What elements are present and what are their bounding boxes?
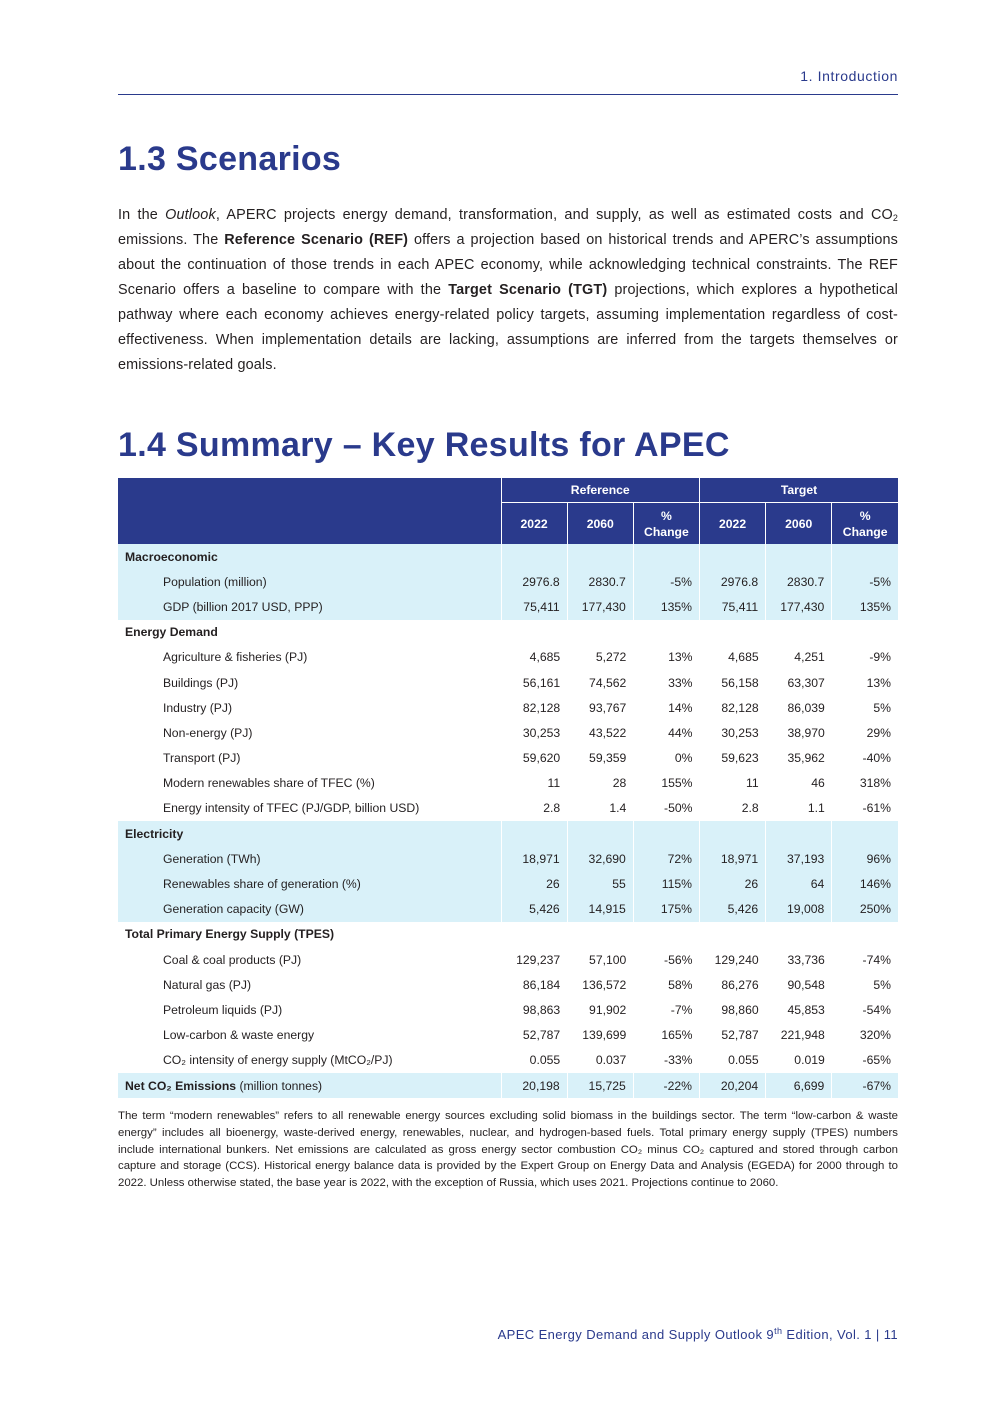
empty-cell <box>832 922 898 947</box>
cell-ref-pct: 58% <box>668 977 693 992</box>
cell-tgt-2022: 2976.8 <box>699 569 765 594</box>
section-heading-key-results: 1.4 Summary – Key Results for APEC <box>118 426 730 464</box>
table-row <box>118 897 898 922</box>
key-results-table <box>118 478 898 1098</box>
intro-text-5: projections, which explores a hypothetical pathway where each economy achieves energy-related policy targets, assuming implementation regardless of cost-effectiveness. When implementation details are lacking, assumptions are inferred from the targets themselves or emissions-related goals. <box>118 282 898 373</box>
cell-ref-2022: 82,128 <box>522 700 561 715</box>
cell-ref-pct: -33% <box>664 1053 693 1068</box>
header-blank-cell <box>118 478 501 544</box>
table-row <box>118 1023 898 1048</box>
cell-tgt-pct: 5% <box>873 700 891 715</box>
cell-ref-2022: 75,411 <box>501 594 567 619</box>
cell-tgt-2060: 1.1 <box>807 801 825 816</box>
cell-ref-2022: 4,685 <box>529 650 561 665</box>
cell-tgt-2022: 129,240 <box>714 952 759 967</box>
table-row <box>118 871 898 896</box>
cell-tgt-pct: 250% <box>832 897 898 922</box>
cell-tgt-pct: -40% <box>862 751 891 766</box>
cell-tgt-pct: -5% <box>832 569 898 594</box>
table-row <box>118 997 898 1022</box>
cell-ref-pct: -22% <box>633 1073 699 1098</box>
table-row <box>118 771 898 796</box>
row-label: Natural gas (PJ) <box>163 977 252 992</box>
table-row <box>118 846 898 871</box>
intro-co2-subscript: 2 <box>892 213 898 223</box>
cell-tgt-pct: 96% <box>832 846 898 871</box>
cell-ref-2060: 0.037 <box>595 1053 627 1068</box>
header-target: Target <box>699 478 898 503</box>
cell-ref-2022: 86,184 <box>522 977 561 992</box>
header-ref-2022: 2022 <box>501 503 567 545</box>
empty-cell <box>501 922 567 947</box>
cell-tgt-2060: 90,548 <box>787 977 825 992</box>
cell-ref-2022: 5,426 <box>501 897 567 922</box>
cell-tgt-2022: 98,860 <box>721 1002 759 1017</box>
empty-cell <box>766 544 832 569</box>
header-change-word: Change <box>842 524 888 539</box>
empty-cell <box>567 620 633 645</box>
cell-ref-2022: 11 <box>547 776 561 791</box>
table-row <box>118 796 898 821</box>
header-tgt-2060: 2060 <box>766 503 832 545</box>
cell-tgt-pct: -74% <box>862 952 891 967</box>
row-label: Generation (TWh) <box>118 846 501 871</box>
header-pct-symbol: % <box>859 508 871 523</box>
header-ref-pct-change <box>633 503 699 545</box>
cell-ref-2022: 129,237 <box>516 952 561 967</box>
row-label: Buildings (PJ) <box>163 675 239 690</box>
intro-bold-reference: Reference Scenario (REF) <box>224 232 409 248</box>
cell-tgt-2022: 20,204 <box>699 1073 765 1098</box>
cell-tgt-2060: 4,251 <box>794 650 825 665</box>
cell-tgt-2022: 56,158 <box>721 675 759 690</box>
cell-tgt-2022: 11 <box>745 776 759 791</box>
section-title: Total Primary Energy Supply (TPES) <box>125 927 335 942</box>
cell-tgt-2060: 2830.7 <box>766 569 832 594</box>
cell-ref-pct: -50% <box>664 801 693 816</box>
cell-ref-2060: 93,767 <box>589 700 627 715</box>
row-label: Non-energy (PJ) <box>163 725 253 740</box>
cell-tgt-2060: 38,970 <box>787 725 825 740</box>
row-label: Modern renewables share of TFEC (%) <box>163 776 375 791</box>
cell-tgt-pct: 135% <box>832 594 898 619</box>
row-label: Generation capacity (GW) <box>118 897 501 922</box>
net-emissions-label <box>118 1073 501 1098</box>
cell-ref-2060: 136,572 <box>582 977 627 992</box>
cell-tgt-2022: 5,426 <box>699 897 765 922</box>
row-label: Petroleum liquids (PJ) <box>163 1002 283 1017</box>
cell-tgt-2022: 52,787 <box>721 1028 759 1043</box>
cell-tgt-pct: 13% <box>866 675 891 690</box>
cell-ref-pct: 175% <box>633 897 699 922</box>
row-label: Agriculture & fisheries (PJ) <box>163 650 308 665</box>
intro-bold-target: Target Scenario (TGT) <box>448 282 608 298</box>
intro-italic-outlook: Outlook <box>165 207 216 223</box>
section-row <box>118 544 898 569</box>
cell-ref-pct: 135% <box>633 594 699 619</box>
table-row <box>118 569 898 594</box>
cell-ref-2060: 177,430 <box>567 594 633 619</box>
cell-ref-2060: 43,522 <box>589 725 627 740</box>
empty-cell <box>766 620 832 645</box>
row-label: Coal & coal products (PJ) <box>163 952 302 967</box>
cell-tgt-pct: 318% <box>859 776 891 791</box>
section-title: Energy Demand <box>125 625 218 640</box>
cell-tgt-2060: 0.019 <box>794 1053 825 1068</box>
cell-tgt-2022: 86,276 <box>721 977 759 992</box>
cell-tgt-2022: 30,253 <box>721 725 759 740</box>
scenarios-paragraph <box>118 203 898 378</box>
cell-ref-pct: -5% <box>633 569 699 594</box>
net-emissions-label-unit: (million tonnes) <box>236 1078 323 1093</box>
cell-tgt-2060: 37,193 <box>766 846 832 871</box>
table-body <box>118 544 898 1098</box>
cell-ref-2060: 28 <box>612 776 627 791</box>
row-label: Renewables share of generation (%) <box>118 871 501 896</box>
cell-ref-2022: 56,161 <box>522 675 561 690</box>
cell-tgt-pct: 5% <box>873 977 891 992</box>
header-pct-symbol: % <box>660 508 672 523</box>
cell-tgt-2022: 0.055 <box>728 1053 759 1068</box>
cell-tgt-pct: -61% <box>862 801 891 816</box>
table-row <box>118 972 898 997</box>
cell-ref-pct: 33% <box>668 675 693 690</box>
footer-volume-page: Edition, Vol. 1 | 11 <box>782 1327 898 1342</box>
cell-ref-2060: 91,902 <box>589 1002 627 1017</box>
cell-tgt-2022: 59,623 <box>721 751 759 766</box>
cell-ref-2060: 74,562 <box>589 675 627 690</box>
cell-ref-pct: -7% <box>670 1002 693 1017</box>
table-row <box>118 645 898 670</box>
row-label: Transport (PJ) <box>163 751 241 766</box>
cell-ref-2022: 30,253 <box>522 725 561 740</box>
row-label: GDP (billion 2017 USD, PPP) <box>118 594 501 619</box>
cell-tgt-2060: 6,699 <box>766 1073 832 1098</box>
cell-ref-2060: 15,725 <box>567 1073 633 1098</box>
table-row <box>118 746 898 771</box>
section-heading-scenarios: 1.3 Scenarios <box>118 140 342 178</box>
cell-ref-2060: 55 <box>567 871 633 896</box>
cell-ref-2022: 2976.8 <box>501 569 567 594</box>
row-label: Low-carbon & waste energy <box>163 1028 315 1043</box>
cell-tgt-2022: 2.8 <box>741 801 759 816</box>
cell-tgt-pct: 146% <box>832 871 898 896</box>
intro-text-3: emissions. The <box>118 232 225 248</box>
row-label: Industry (PJ) <box>163 700 233 715</box>
cell-ref-2022: 26 <box>501 871 567 896</box>
table-row <box>118 1048 898 1073</box>
empty-cell <box>766 922 832 947</box>
footer-superscript: th <box>774 1326 783 1336</box>
empty-cell <box>832 544 898 569</box>
cell-ref-2060: 32,690 <box>567 846 633 871</box>
table-footnote: The term “modern renewables” refers to all renewable energy sources excluding solid biomass in the buildings sector. The term “low-carbon & waste energy” includes all bioenergy, waste-derived energy, renewables, nuclear, and hydrogen-based fuels. Total primary energy supply (TPES) numbers include international bunkers. Net emissions are calculated as gross energy sector combustion CO₂ minus CO₂ captured and stored through carbon capture and storage (CCS). Historical energy balance data is provided by the Expert Group on Energy Data and Analysis (EGEDA) for 2000 through to 2022. Unless otherwise stated, the base year is 2022, with the exception of Russia, which uses 2021. Projections continue to 2060. <box>118 1110 898 1190</box>
cell-tgt-2022: 82,128 <box>721 700 759 715</box>
net-emissions-label-bold: Net CO₂ Emissions <box>125 1078 237 1093</box>
cell-ref-pct: 72% <box>633 846 699 871</box>
page-footer <box>118 1327 898 1342</box>
cell-ref-2022: 20,198 <box>501 1073 567 1098</box>
empty-cell <box>501 821 567 846</box>
cell-ref-pct: 0% <box>674 751 693 766</box>
cell-tgt-pct: 320% <box>859 1028 891 1043</box>
cell-ref-2060: 139,699 <box>582 1028 627 1043</box>
running-header: 1. Introduction <box>118 68 898 95</box>
cell-tgt-2022: 18,971 <box>699 846 765 871</box>
cell-ref-pct: 155% <box>661 776 693 791</box>
cell-ref-2022: 59,620 <box>522 751 561 766</box>
cell-tgt-2060: 35,962 <box>787 751 825 766</box>
row-label: Energy intensity of TFEC (PJ/GDP, billion USD) <box>163 801 420 816</box>
cell-tgt-2060: 86,039 <box>787 700 825 715</box>
intro-text-2: , APERC projects energy demand, transformation, and supply, as well as estimated costs and CO <box>215 207 893 223</box>
intro-text-4: offers a projection based on historical trends and APERC’s assumptions about the continuation of those trends in each APEC economy, while acknowledging technical constraints. The REF Scenario offers a baseline to compare with the <box>118 232 898 298</box>
header-reference: Reference <box>501 478 699 503</box>
cell-tgt-2060: 45,853 <box>787 1002 825 1017</box>
cell-tgt-2022: 75,411 <box>699 594 765 619</box>
row-label: Population (million) <box>118 569 501 594</box>
empty-cell <box>699 821 765 846</box>
section-row <box>118 922 898 947</box>
cell-ref-2022: 2.8 <box>543 801 561 816</box>
empty-cell <box>699 544 765 569</box>
cell-tgt-2060: 221,948 <box>780 1028 825 1043</box>
cell-ref-pct: -56% <box>664 952 693 967</box>
section-row <box>118 821 898 846</box>
table-row <box>118 594 898 619</box>
empty-cell <box>699 922 765 947</box>
header-tgt-pct-change <box>832 503 898 545</box>
header-tgt-2022: 2022 <box>699 503 765 545</box>
empty-cell <box>567 544 633 569</box>
empty-cell <box>567 821 633 846</box>
header-change-word: Change <box>644 524 689 539</box>
cell-tgt-pct: -9% <box>869 650 891 665</box>
cell-ref-2022: 98,863 <box>522 1002 561 1017</box>
empty-cell <box>633 922 699 947</box>
cell-ref-pct: 44% <box>668 725 693 740</box>
intro-text-1: In the <box>118 207 166 223</box>
empty-cell <box>501 620 567 645</box>
empty-cell <box>633 821 699 846</box>
empty-cell <box>832 821 898 846</box>
empty-cell <box>633 544 699 569</box>
cell-tgt-2060: 64 <box>766 871 832 896</box>
cell-tgt-2060: 63,307 <box>787 675 825 690</box>
cell-ref-2022: 0.055 <box>529 1053 561 1068</box>
cell-ref-2060: 1.4 <box>609 801 627 816</box>
cell-ref-pct: 165% <box>661 1028 693 1043</box>
row-label: CO₂ intensity of energy supply (MtCO₂/PJ) <box>163 1053 393 1068</box>
cell-tgt-2060: 46 <box>811 776 825 791</box>
table-row <box>118 947 898 972</box>
cell-ref-2060: 14,915 <box>567 897 633 922</box>
section-row <box>118 620 898 645</box>
section-title: Macroeconomic <box>118 544 501 569</box>
cell-ref-2022: 18,971 <box>501 846 567 871</box>
cell-ref-2022: 52,787 <box>522 1028 561 1043</box>
header-ref-2060: 2060 <box>567 503 633 545</box>
cell-tgt-pct: -54% <box>862 1002 891 1017</box>
cell-tgt-pct: 29% <box>866 725 891 740</box>
cell-tgt-2060: 177,430 <box>766 594 832 619</box>
cell-ref-2060: 5,272 <box>595 650 627 665</box>
table-row <box>118 695 898 720</box>
empty-cell <box>567 922 633 947</box>
cell-tgt-pct: -65% <box>862 1053 891 1068</box>
cell-ref-pct: 115% <box>633 871 699 896</box>
cell-ref-2060: 59,359 <box>589 751 627 766</box>
empty-cell <box>766 821 832 846</box>
table-row <box>118 670 898 695</box>
cell-tgt-2022: 26 <box>699 871 765 896</box>
net-emissions-row <box>118 1073 898 1098</box>
section-title: Electricity <box>118 821 501 846</box>
cell-tgt-2022: 4,685 <box>728 650 759 665</box>
cell-tgt-2060: 33,736 <box>787 952 825 967</box>
footer-title: APEC Energy Demand and Supply Outlook 9 <box>497 1327 775 1342</box>
cell-tgt-pct: -67% <box>832 1073 898 1098</box>
empty-cell <box>501 544 567 569</box>
cell-ref-pct: 13% <box>668 650 693 665</box>
empty-cell <box>633 620 699 645</box>
cell-ref-2060: 57,100 <box>589 952 627 967</box>
table-row <box>118 720 898 745</box>
cell-ref-2060: 2830.7 <box>567 569 633 594</box>
cell-tgt-2060: 19,008 <box>766 897 832 922</box>
empty-cell <box>832 620 898 645</box>
empty-cell <box>699 620 765 645</box>
cell-ref-pct: 14% <box>668 700 693 715</box>
